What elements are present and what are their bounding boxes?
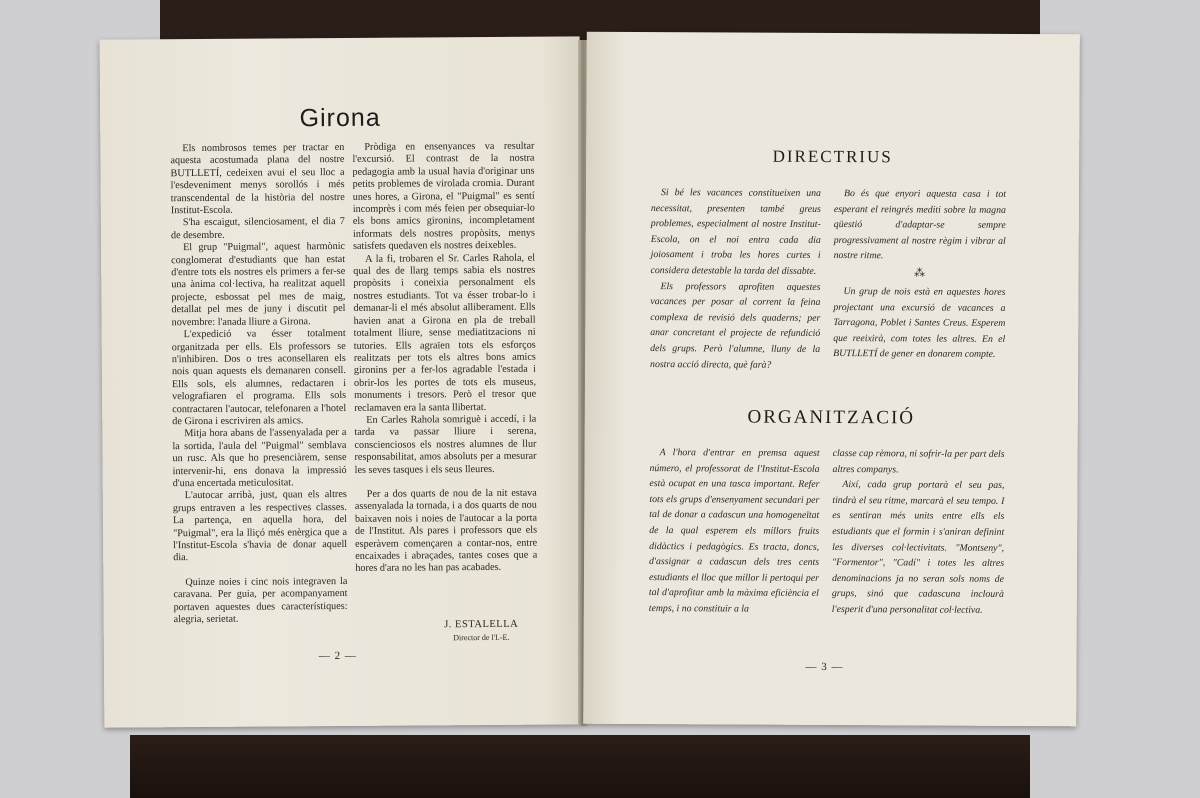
directrius-column-1 xyxy=(650,185,821,373)
paragraph: Si bé les vacances constitueixen una necessitat, presenten també greus problemes, especialment al nostre Institut-Escola, on el noi entra cada dia joiosament i troba les hores curtes i considera detestable la tarda del dissabte. xyxy=(650,187,822,277)
paragraph: classe cap rèmora, ni sofrir-la per part dels altres companys. xyxy=(832,448,1005,475)
page-title-girona: Girona xyxy=(299,103,381,133)
paragraph: En Carles Rahola somriguè i accedí, i la tarda va passar lliure i serena, conscienciosos els nostres alumnes de llur responsabilitat, amos absoluts per a mesurar les seves tasques i els seus lleures. xyxy=(354,413,537,476)
paragraph: A l'hora d'entrar en premsa aquest número, el professorat de l'Institut-Escola està ocupat en una tasca important. Refer tots els grups d'ensenyament secundari per tal de donar a cadascun una homogeneïtat de la qual esperem els millors fruits didàctics i pedagògics. Es tracta, doncs, d'assignar a cadascun dels tres cents estudiants el lloc que millor li pertoqui per tal d'aprofitar amb la màxima eficiència el temps, i no constituir a la xyxy=(648,447,820,615)
book-stand-base xyxy=(130,735,1030,798)
organitzacio-column-2 xyxy=(832,446,1005,618)
paragraph: Mitja hora abans de l'assenyalada per a la sortida, l'aula del "Puigmal" semblava un rusc. Als que ho presenciàrem, sense intervenir-hi, ens donava la impressió d'una encertada meticulositat. xyxy=(172,427,347,490)
page-number: — 2 — xyxy=(318,649,357,663)
paragraph: Els professors aprofiten aquestes vacances per posar al corrent la feina complexa de revisió dels quaderns; per anar concretant el projecte de refundició dels grups. Però l'alumne, lluny de la nostra acció directa, què farà? xyxy=(650,280,821,371)
signature-name: J. ESTALELLA xyxy=(444,618,519,631)
left-column-2 xyxy=(352,141,537,576)
paragraph: Els nombrosos temes per tractar en aquesta acostumada plana del nostre BUTLLETÍ, cedeixen avui el seu lloc a l'esdeveniment menys sorollós i més transcendental de la història del nostre Institut-Escola. xyxy=(170,141,345,217)
paragraph: A la fi, trobaren el Sr. Carles Rahola, el qual des de llarg temps sabia els nostres propòsits i coneixia personalment els nostres estudiants. Tot va ésser trobar-lo i demanar-li el més absolut alliberament. Ells havien anat a Girona en pla de treball totalment lliure, sense mediatitzacions ni tutories. Ells agraïen tots els esforços realitzats per tots els altres bons amics gironins per a fer-los agradable l'estada i obrir-los les portes de tots els museus, monuments i tresors. Però el tresor que reclamaven era la santa llibertat. xyxy=(353,252,537,414)
left-page xyxy=(100,36,585,727)
paragraph: L'expedició va ésser totalment organitzada per ells. Els professors se n'inhibiren. Dos o tres aconsellaren els nois quan aquests els demanaren consell. Ells sols, els alumnes, redactaren i velografiaren el programa. Ells sols contractaren l'autocar, telefonaren a l'hotel de Girona i escriviren als amics. xyxy=(171,328,347,428)
paragraph: Bo és que enyori aquesta casa i tot esperant el reingrés mediti sobre la magna qüestió d'adaptar-se sempre progressivament al nostre règim i vibrar al nostre ritme. xyxy=(833,188,1006,262)
signature-role: Director de l'I.-E. xyxy=(453,632,510,643)
heading-organitzacio: ORGANITZACIÓ xyxy=(747,406,916,429)
paragraph: Pròdiga en ensenyances va resultar l'excursió. El contrast de la nostra pedagogia amb la usual havia d'originar uns petits problemes de virolada cromia. Durant unes hores, a Girona, el "Puigmal" es sentí incomprès i com més feien per obsequiar-lo els bons amics gironins, incompletament informats dels nostres propòsits, menys satisfets quedaven els nostres deixebles. xyxy=(352,140,536,253)
left-column-1 xyxy=(170,142,347,627)
paragraph: Quinze noies i cinc nois integraven la caravana. Per guia, per acompanyament portaven aquestes dues característiques: alegria, serietat. xyxy=(173,575,348,626)
directrius-column-2 xyxy=(833,186,1006,363)
organitzacio-column-1 xyxy=(649,445,820,617)
paragraph: Així, cada grup portarà el seu pas, tindrà el seu ritme, marcarà el seu tempo. I es sentiran més units entre ells els estudiants que el formin i s'aniran definint les diverses col·lectivitats. "Montseny", "Formentor", "Cadí" i totes les altres denominacions ja no seran sols noms de grups, sinó que cadascuna inclourà l'esperit d'una personalitat col·lectiva. xyxy=(831,479,1005,616)
heading-directrius: DIRECTRIUS xyxy=(772,146,893,167)
paragraph: S'ha escaigut, silenciosament, el dia 7 de desembre. xyxy=(170,216,345,242)
page-number: — 3 — xyxy=(805,660,844,674)
right-page xyxy=(583,32,1080,727)
paragraph: Un grup de nois està en aquestes hores projectant una excursió de vacances a Tarragona, Poblet i Santes Creus. Esperem que reeixirà, com totes les altres. En el BUTLLETÍ de gener en donarem compte. xyxy=(833,286,1006,361)
paragraph: Per a dos quarts de nou de la nit estava assenyalada la tornada, i a dos quarts de nou baixaven nois i noies de l'autocar a la porta de l'Institut. Als pares i professors que els esperàvem començaren a contar-nos, entre encaixades i abraçades, tantes coses que a hores d'ara no les han pas acabades. xyxy=(354,487,538,575)
asterism-ornament: ⁂ xyxy=(914,267,926,280)
paragraph: L'autocar arribà, just, quan els altres grups entraven a les respectives classes. La partença, en aquella hora, del "Puigmal", era la lliçó més enèrgica que a l'Institut-Escola s'havia de donar aquell dia. xyxy=(172,489,348,564)
paragraph: El grup "Puigmal", aquest harmònic conglomerat d'estudiants que han estat d'entre tots els nostres els primers a fer-se una ànima col·lectiva, ha realitzat aquell projecte, esbossat pel mes de maig, detallat pel mes de juny i discutit pel novembre: l'anada lliure a Girona. xyxy=(171,241,346,328)
